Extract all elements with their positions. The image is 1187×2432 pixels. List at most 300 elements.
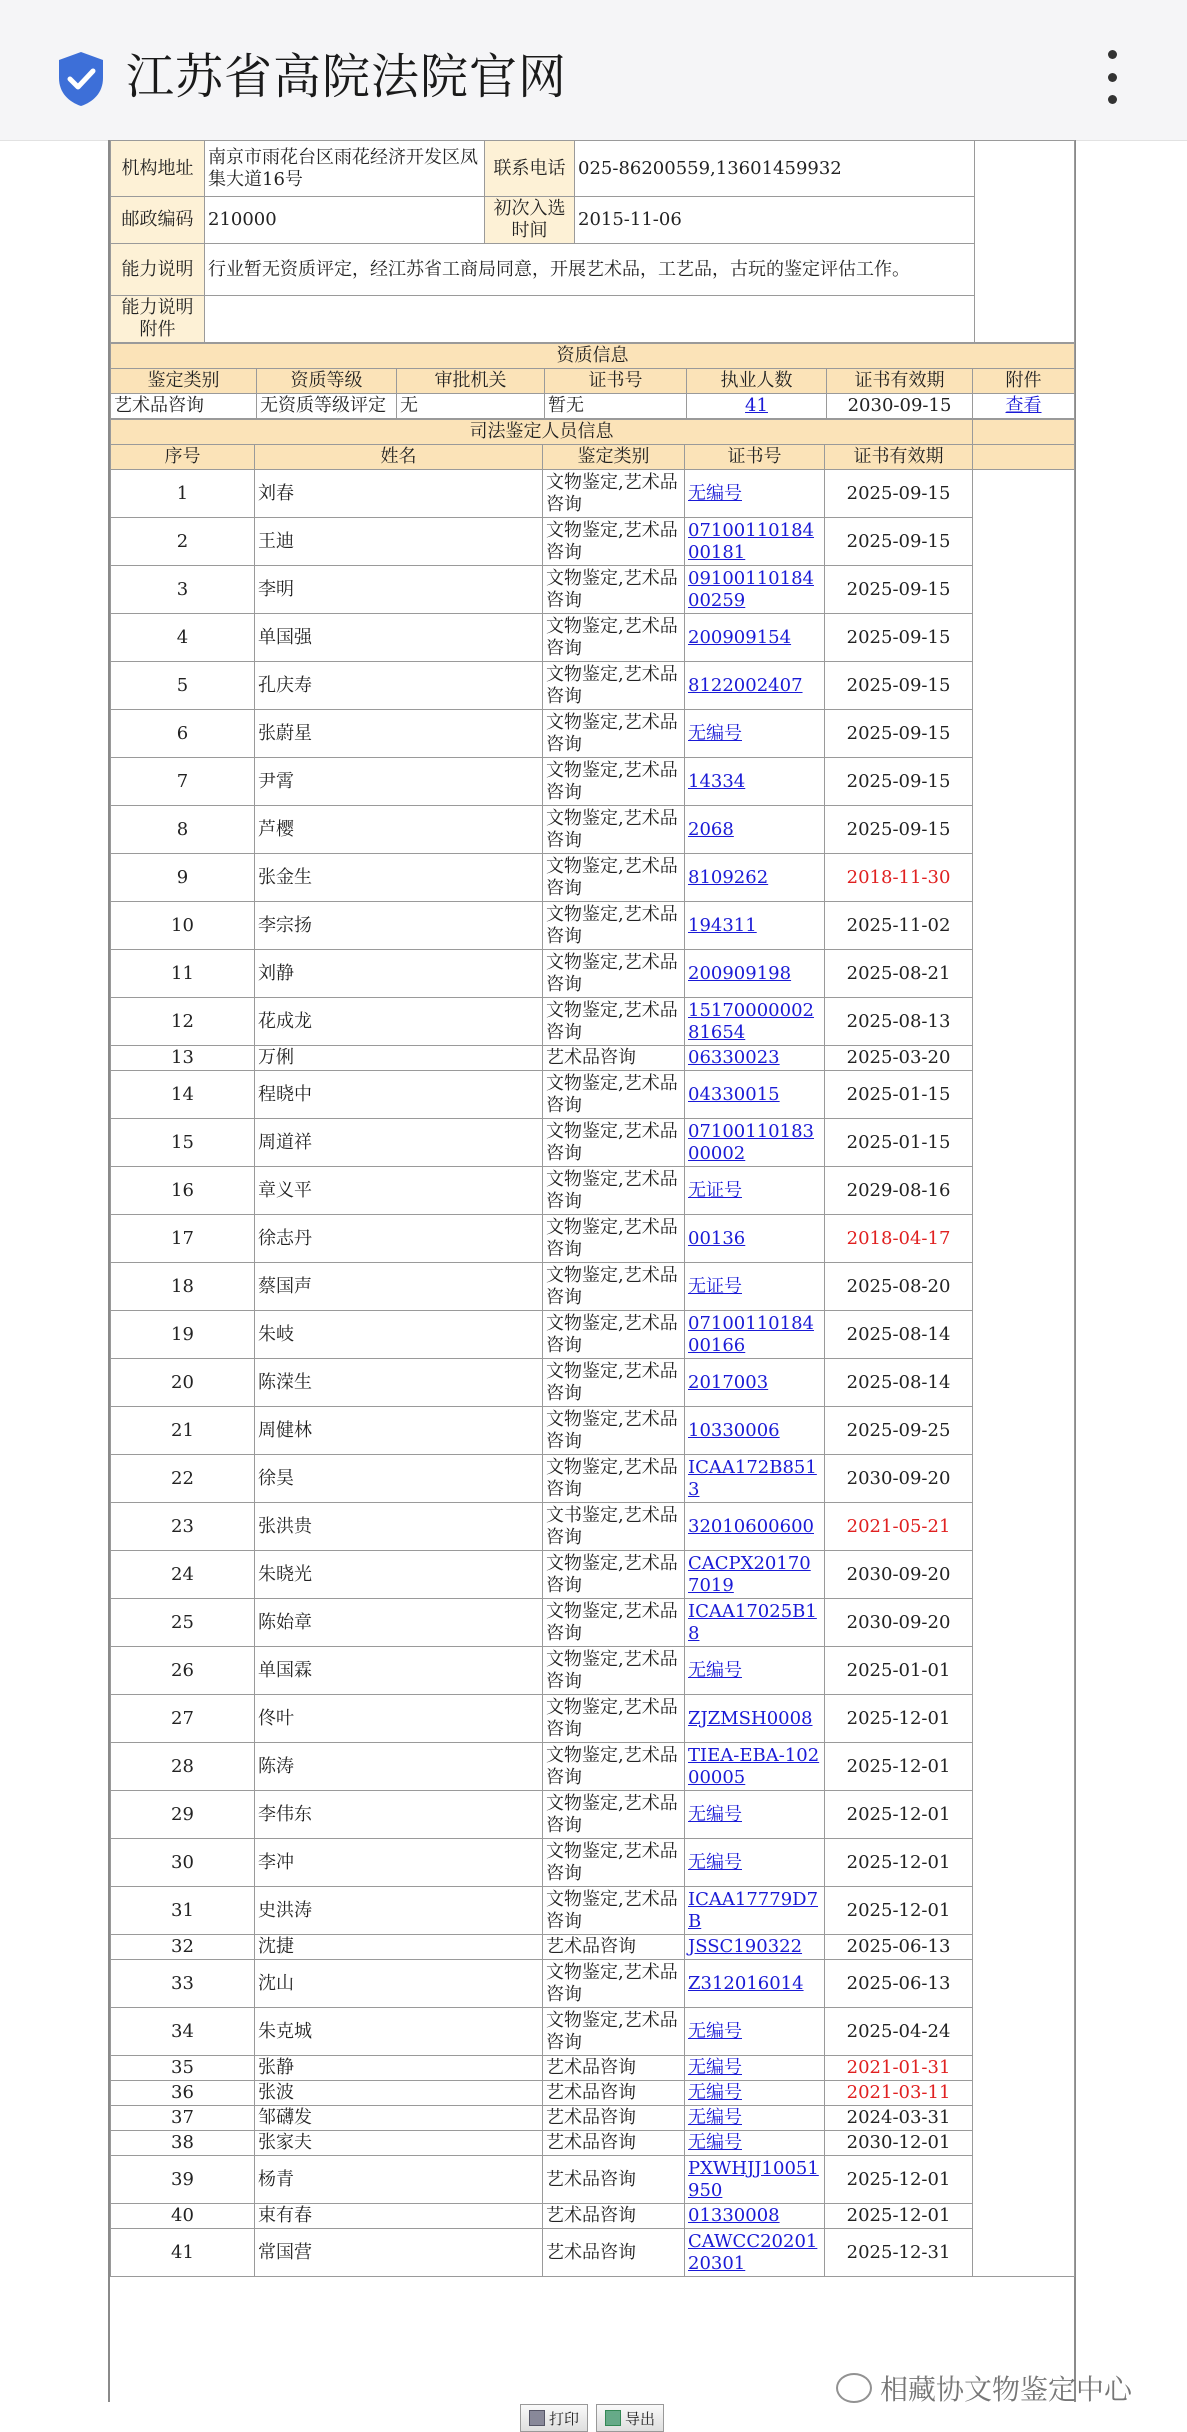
personnel-row bbox=[111, 1551, 1075, 1599]
appraisal-category: 文物鉴定,艺术品咨询 bbox=[543, 854, 685, 902]
certificate-cell[interactable] bbox=[685, 470, 825, 518]
personnel-row bbox=[111, 662, 1075, 710]
personnel-row bbox=[111, 1071, 1075, 1119]
row-number: 39 bbox=[111, 2156, 255, 2204]
person-name: 李宗扬 bbox=[255, 902, 543, 950]
certificate-expiry: 2025-12-01 bbox=[825, 1743, 973, 1791]
page-title: 江苏省高院法院官网 bbox=[126, 49, 568, 105]
appraisal-category: 艺术品咨询 bbox=[543, 2204, 685, 2229]
certificate-link[interactable]: 06330023 bbox=[688, 1047, 780, 1068]
certificate-cell[interactable] bbox=[685, 2081, 825, 2106]
certificate-cell[interactable] bbox=[685, 1695, 825, 1743]
ability-value: 行业暂无资质评定，经江苏省工商局同意，开展艺术品，工艺品，古玩的鉴定评估工作。 bbox=[205, 244, 975, 296]
person-name: 万俐 bbox=[255, 1046, 543, 1071]
certificate-expiry: 2025-01-15 bbox=[825, 1071, 973, 1119]
personnel-row bbox=[111, 950, 1075, 998]
certificate-link[interactable]: 14334 bbox=[688, 770, 746, 792]
personnel-header-cell: 序号 bbox=[111, 445, 255, 470]
certificate-expiry: 2025-03-20 bbox=[825, 1046, 973, 1071]
first-selected-value: 2015-11-06 bbox=[575, 197, 975, 244]
appraisal-category: 艺术品咨询 bbox=[543, 2056, 685, 2081]
appraisal-category: 文物鉴定,艺术品咨询 bbox=[543, 1743, 685, 1791]
appraisal-category: 文物鉴定,艺术品咨询 bbox=[543, 1311, 685, 1359]
certificate-cell[interactable] bbox=[685, 2229, 825, 2277]
person-name: 李伟东 bbox=[255, 1791, 543, 1839]
certificate-expiry: 2030-09-20 bbox=[825, 1599, 973, 1647]
appraisal-category: 文物鉴定,艺术品咨询 bbox=[543, 1407, 685, 1455]
personnel-row bbox=[111, 1695, 1075, 1743]
certificate-cell[interactable] bbox=[685, 1455, 825, 1503]
export-button[interactable] bbox=[596, 2404, 664, 2432]
certificate-expiry: 2018-11-30 bbox=[825, 854, 973, 902]
personnel-row bbox=[111, 902, 1075, 950]
qualification-header-cell: 证书有效期 bbox=[827, 369, 973, 394]
row-number: 23 bbox=[111, 1503, 255, 1551]
personnel-row bbox=[111, 2229, 1075, 2277]
row-number: 13 bbox=[111, 1046, 255, 1071]
appraisal-category: 文物鉴定,艺术品咨询 bbox=[543, 1359, 685, 1407]
certificate-link[interactable]: 无编号 bbox=[688, 2057, 742, 2078]
appraisal-category: 艺术品咨询 bbox=[543, 1046, 685, 1071]
certificate-cell[interactable] bbox=[685, 1311, 825, 1359]
personnel-row bbox=[111, 2106, 1075, 2131]
person-name: 李明 bbox=[255, 566, 543, 614]
certificate-link[interactable]: 1517000000281654 bbox=[688, 999, 814, 1043]
qualification-cell: 无资质等级评定 bbox=[257, 394, 397, 419]
qualification-header-cell: 鉴定类别 bbox=[111, 369, 257, 394]
row-number: 3 bbox=[111, 566, 255, 614]
certificate-link[interactable]: 10330006 bbox=[688, 1419, 780, 1441]
certificate-link[interactable]: 无编号 bbox=[688, 2082, 742, 2103]
certificate-cell[interactable] bbox=[685, 950, 825, 998]
certificate-expiry: 2025-12-31 bbox=[825, 2229, 973, 2277]
more-options-icon[interactable] bbox=[1092, 44, 1132, 110]
personnel-row bbox=[111, 2008, 1075, 2056]
qualification-header-cell: 执业人数 bbox=[687, 369, 827, 394]
row-number: 15 bbox=[111, 1119, 255, 1167]
action-buttons bbox=[520, 2404, 664, 2432]
person-name: 束有春 bbox=[255, 2204, 543, 2229]
certificate-cell[interactable] bbox=[685, 1647, 825, 1695]
certificate-expiry: 2025-12-01 bbox=[825, 2204, 973, 2229]
certificate-link[interactable]: 8109262 bbox=[688, 866, 769, 888]
right-spacer bbox=[975, 141, 1075, 343]
personnel-row bbox=[111, 2156, 1075, 2204]
personnel-row bbox=[111, 1503, 1075, 1551]
personnel-row bbox=[111, 1263, 1075, 1311]
certificate-expiry: 2025-01-01 bbox=[825, 1647, 973, 1695]
certificate-expiry: 2025-01-15 bbox=[825, 1119, 973, 1167]
certificate-link[interactable]: 04330015 bbox=[688, 1083, 780, 1105]
certificate-link[interactable]: 32010600600 bbox=[688, 1515, 814, 1537]
certificate-link[interactable]: ICAA17779D7B bbox=[688, 1888, 819, 1932]
person-name: 李冲 bbox=[255, 1839, 543, 1887]
certificate-expiry: 2025-08-13 bbox=[825, 998, 973, 1046]
person-name: 徐志丹 bbox=[255, 1215, 543, 1263]
certificate-cell[interactable] bbox=[685, 2056, 825, 2081]
person-name: 杨青 bbox=[255, 2156, 543, 2204]
row-number: 36 bbox=[111, 2081, 255, 2106]
certificate-link[interactable]: 无编号 bbox=[688, 2132, 742, 2153]
certificate-cell[interactable] bbox=[685, 998, 825, 1046]
certificate-link[interactable]: 8122002407 bbox=[688, 674, 803, 696]
qualification-header-cell: 附件 bbox=[973, 369, 1075, 394]
appraisal-category: 文物鉴定,艺术品咨询 bbox=[543, 1791, 685, 1839]
row-number: 20 bbox=[111, 1359, 255, 1407]
appraisal-category: 艺术品咨询 bbox=[543, 2156, 685, 2204]
qualification-cell: 暂无 bbox=[545, 394, 687, 419]
person-name: 花成龙 bbox=[255, 998, 543, 1046]
row-number: 9 bbox=[111, 854, 255, 902]
person-name: 尹霄 bbox=[255, 758, 543, 806]
certificate-link[interactable]: 无证号 bbox=[688, 1179, 742, 1201]
spacer bbox=[973, 420, 1075, 445]
personnel-row bbox=[111, 1359, 1075, 1407]
personnel-row bbox=[111, 854, 1075, 902]
personnel-row bbox=[111, 470, 1075, 518]
appraisal-category: 文物鉴定,艺术品咨询 bbox=[543, 902, 685, 950]
certificate-link[interactable]: 0710011018300002 bbox=[688, 1120, 814, 1164]
qualification-cell: 艺术品咨询 bbox=[111, 394, 257, 419]
person-name: 王迪 bbox=[255, 518, 543, 566]
personnel-table bbox=[110, 419, 1075, 2277]
personnel-row bbox=[111, 1791, 1075, 1839]
certificate-expiry: 2025-09-15 bbox=[825, 614, 973, 662]
certificate-expiry: 2025-08-14 bbox=[825, 1359, 973, 1407]
certificate-cell[interactable] bbox=[685, 1551, 825, 1599]
certificate-cell[interactable] bbox=[685, 1407, 825, 1455]
qualification-cell: 无 bbox=[397, 394, 545, 419]
personnel-row bbox=[111, 1960, 1075, 2008]
personnel-row bbox=[111, 1935, 1075, 1960]
print-label: 打印 bbox=[549, 2409, 580, 2428]
personnel-row bbox=[111, 566, 1075, 614]
personnel-row bbox=[111, 1167, 1075, 1215]
certificate-cell[interactable] bbox=[685, 518, 825, 566]
certificate-link[interactable]: 无编号 bbox=[688, 722, 742, 744]
personnel-header-cell: 证书号 bbox=[685, 445, 825, 470]
certificate-cell[interactable] bbox=[685, 2131, 825, 2156]
certificate-expiry: 2025-04-24 bbox=[825, 2008, 973, 2056]
certificate-link[interactable]: 0710011018400166 bbox=[688, 1312, 814, 1356]
personnel-row bbox=[111, 998, 1075, 1046]
address-label: 机构地址 bbox=[111, 141, 205, 197]
qualification-header-cell: 资质等级 bbox=[257, 369, 397, 394]
certificate-cell[interactable] bbox=[685, 1263, 825, 1311]
person-name: 张波 bbox=[255, 2081, 543, 2106]
row-number: 25 bbox=[111, 1599, 255, 1647]
appraisal-category: 文物鉴定,艺术品咨询 bbox=[543, 518, 685, 566]
certificate-link[interactable]: 200909154 bbox=[688, 626, 792, 648]
appraisal-category: 文物鉴定,艺术品咨询 bbox=[543, 1599, 685, 1647]
person-name: 刘静 bbox=[255, 950, 543, 998]
personnel-row bbox=[111, 1215, 1075, 1263]
qualification-header-cell: 证书号 bbox=[545, 369, 687, 394]
person-name: 章义平 bbox=[255, 1167, 543, 1215]
row-number: 8 bbox=[111, 806, 255, 854]
certificate-link[interactable]: 无编号 bbox=[688, 1851, 742, 1873]
row-number: 21 bbox=[111, 1407, 255, 1455]
certificate-expiry: 2030-09-20 bbox=[825, 1455, 973, 1503]
certificate-cell[interactable] bbox=[685, 614, 825, 662]
person-name: 周道祥 bbox=[255, 1119, 543, 1167]
personnel-row bbox=[111, 1119, 1075, 1167]
person-name: 陈涛 bbox=[255, 1743, 543, 1791]
qualification-cell[interactable] bbox=[973, 394, 1075, 419]
certificate-link[interactable]: 2068 bbox=[688, 818, 734, 840]
certificate-link[interactable]: 无证号 bbox=[688, 1275, 742, 1297]
appraisal-category: 艺术品咨询 bbox=[543, 2081, 685, 2106]
row-number: 22 bbox=[111, 1455, 255, 1503]
ability-attach-value bbox=[205, 296, 975, 343]
row-number: 10 bbox=[111, 902, 255, 950]
person-name: 芦樱 bbox=[255, 806, 543, 854]
person-name: 张家夫 bbox=[255, 2131, 543, 2156]
row-number: 28 bbox=[111, 1743, 255, 1791]
appraisal-category: 文物鉴定,艺术品咨询 bbox=[543, 470, 685, 518]
certificate-expiry: 2025-12-01 bbox=[825, 1791, 973, 1839]
person-name: 单国霖 bbox=[255, 1647, 543, 1695]
personnel-row bbox=[111, 2081, 1075, 2106]
appraisal-category: 文物鉴定,艺术品咨询 bbox=[543, 566, 685, 614]
certificate-expiry: 2025-09-15 bbox=[825, 758, 973, 806]
certificate-expiry: 2030-09-20 bbox=[825, 1551, 973, 1599]
appraisal-category: 文物鉴定,艺术品咨询 bbox=[543, 710, 685, 758]
personnel-row bbox=[111, 1311, 1075, 1359]
person-name: 陈溁生 bbox=[255, 1359, 543, 1407]
certificate-cell[interactable] bbox=[685, 2204, 825, 2229]
certificate-link[interactable]: 无编号 bbox=[688, 1659, 742, 1681]
appraisal-category: 艺术品咨询 bbox=[543, 2106, 685, 2131]
person-name: 陈始章 bbox=[255, 1599, 543, 1647]
personnel-row bbox=[111, 1887, 1075, 1935]
certificate-link[interactable]: 00136 bbox=[688, 1227, 746, 1249]
certificate-cell[interactable] bbox=[685, 1791, 825, 1839]
appraisal-category: 文物鉴定,艺术品咨询 bbox=[543, 1071, 685, 1119]
person-name: 单国强 bbox=[255, 614, 543, 662]
personnel-row bbox=[111, 1407, 1075, 1455]
personnel-row bbox=[111, 2204, 1075, 2229]
person-name: 常国营 bbox=[255, 2229, 543, 2277]
personnel-row bbox=[111, 1839, 1075, 1887]
certificate-cell[interactable] bbox=[685, 566, 825, 614]
certificate-expiry: 2024-03-31 bbox=[825, 2106, 973, 2131]
certificate-expiry: 2021-05-21 bbox=[825, 1503, 973, 1551]
certificate-cell[interactable] bbox=[685, 1935, 825, 1960]
certificate-link[interactable]: 2017003 bbox=[688, 1371, 769, 1393]
postcode-value: 210000 bbox=[205, 197, 485, 244]
personnel-row bbox=[111, 614, 1075, 662]
certificate-link[interactable]: ZJZMSH0008 bbox=[688, 1707, 813, 1729]
person-name: 蔡国声 bbox=[255, 1263, 543, 1311]
certificate-expiry: 2025-08-14 bbox=[825, 1311, 973, 1359]
qualification-row bbox=[111, 394, 1075, 419]
spacer bbox=[973, 445, 1075, 470]
certificate-cell[interactable] bbox=[685, 1887, 825, 1935]
row-number: 26 bbox=[111, 1647, 255, 1695]
row-number: 38 bbox=[111, 2131, 255, 2156]
certificate-link[interactable]: 无编号 bbox=[688, 1803, 742, 1825]
certificate-link[interactable]: 01330008 bbox=[688, 2205, 780, 2226]
appraisal-category: 文物鉴定,艺术品咨询 bbox=[543, 950, 685, 998]
person-name: 邹礴发 bbox=[255, 2106, 543, 2131]
certificate-cell[interactable] bbox=[685, 1839, 825, 1887]
certificate-cell[interactable] bbox=[685, 1359, 825, 1407]
ability-attach-label: 能力说明附件 bbox=[111, 296, 205, 343]
certificate-cell[interactable] bbox=[685, 854, 825, 902]
personnel-row bbox=[111, 758, 1075, 806]
appraisal-category: 文物鉴定,艺术品咨询 bbox=[543, 1960, 685, 2008]
phone-label: 联系电话 bbox=[485, 141, 575, 197]
person-name: 张静 bbox=[255, 2056, 543, 2081]
address-value: 南京市雨花台区雨花经济开发区凤集大道16号 bbox=[205, 141, 485, 197]
print-button[interactable] bbox=[520, 2404, 588, 2432]
certificate-cell[interactable] bbox=[685, 1046, 825, 1071]
certificate-expiry: 2025-09-25 bbox=[825, 1407, 973, 1455]
certificate-cell[interactable] bbox=[685, 2106, 825, 2131]
certificate-link[interactable]: CACPX201707019 bbox=[688, 1552, 811, 1596]
appraisal-category: 文物鉴定,艺术品咨询 bbox=[543, 806, 685, 854]
certificate-cell[interactable] bbox=[685, 1215, 825, 1263]
certificate-cell[interactable] bbox=[685, 1743, 825, 1791]
row-number: 4 bbox=[111, 614, 255, 662]
appraisal-category: 文物鉴定,艺术品咨询 bbox=[543, 1167, 685, 1215]
row-number: 19 bbox=[111, 1311, 255, 1359]
personnel-row bbox=[111, 1599, 1075, 1647]
certificate-cell[interactable] bbox=[685, 2008, 825, 2056]
watermark-text: 相藏协文物鉴定中心 bbox=[880, 2373, 1133, 2406]
personnel-row bbox=[111, 1046, 1075, 1071]
certificate-cell[interactable] bbox=[685, 1503, 825, 1551]
certificate-link[interactable]: 194311 bbox=[688, 914, 757, 936]
certificate-expiry: 2021-01-31 bbox=[825, 2056, 973, 2081]
row-number: 6 bbox=[111, 710, 255, 758]
content-frame bbox=[108, 140, 1076, 2402]
person-name: 张洪贵 bbox=[255, 1503, 543, 1551]
certificate-link[interactable]: 200909198 bbox=[688, 962, 792, 984]
certificate-cell[interactable] bbox=[685, 758, 825, 806]
person-name: 张金生 bbox=[255, 854, 543, 902]
person-name: 周健林 bbox=[255, 1407, 543, 1455]
certificate-expiry: 2025-12-01 bbox=[825, 1839, 973, 1887]
row-number: 37 bbox=[111, 2106, 255, 2131]
appraisal-category: 文物鉴定,艺术品咨询 bbox=[543, 1455, 685, 1503]
row-number: 41 bbox=[111, 2229, 255, 2277]
person-name: 张蔚星 bbox=[255, 710, 543, 758]
certificate-link[interactable]: 无编号 bbox=[688, 2107, 742, 2128]
certificate-expiry: 2025-06-13 bbox=[825, 1960, 973, 2008]
appraisal-category: 文物鉴定,艺术品咨询 bbox=[543, 1551, 685, 1599]
certificate-cell[interactable] bbox=[685, 710, 825, 758]
appraisal-category: 文物鉴定,艺术品咨询 bbox=[543, 614, 685, 662]
certificate-cell[interactable] bbox=[685, 806, 825, 854]
certificate-cell[interactable] bbox=[685, 902, 825, 950]
appraisal-category: 文物鉴定,艺术品咨询 bbox=[543, 1215, 685, 1263]
certificate-expiry: 2018-04-17 bbox=[825, 1215, 973, 1263]
personnel-header-cell: 证书有效期 bbox=[825, 445, 973, 470]
row-number: 2 bbox=[111, 518, 255, 566]
row-number: 29 bbox=[111, 1791, 255, 1839]
certificate-link[interactable]: Z312016014 bbox=[688, 1972, 804, 1994]
personnel-row bbox=[111, 1743, 1075, 1791]
certificate-expiry: 2025-06-13 bbox=[825, 1935, 973, 1960]
watermark bbox=[836, 2368, 1132, 2408]
shield-check-icon bbox=[56, 50, 106, 108]
person-name: 史洪涛 bbox=[255, 1887, 543, 1935]
appraisal-category: 文书鉴定,艺术品咨询 bbox=[543, 1503, 685, 1551]
certificate-expiry: 2025-09-15 bbox=[825, 470, 973, 518]
export-label: 导出 bbox=[625, 2409, 656, 2428]
qualification-cell[interactable] bbox=[687, 394, 827, 419]
certificate-link[interactable]: PXWHJJ10051950 bbox=[688, 2157, 819, 2201]
view-attachment-link[interactable]: 查看 bbox=[1005, 395, 1042, 416]
appraisal-category: 艺术品咨询 bbox=[543, 2131, 685, 2156]
certificate-cell[interactable] bbox=[685, 2156, 825, 2204]
certificate-cell[interactable] bbox=[685, 1071, 825, 1119]
row-number: 1 bbox=[111, 470, 255, 518]
person-name: 刘春 bbox=[255, 470, 543, 518]
certificate-expiry: 2025-09-15 bbox=[825, 710, 973, 758]
appraisal-category: 文物鉴定,艺术品咨询 bbox=[543, 1887, 685, 1935]
row-number: 35 bbox=[111, 2056, 255, 2081]
ability-label: 能力说明 bbox=[111, 244, 205, 296]
personnel-row bbox=[111, 2056, 1075, 2081]
certificate-cell[interactable] bbox=[685, 1119, 825, 1167]
certificate-link[interactable]: ICAA17025B18 bbox=[688, 1600, 817, 1644]
appraisal-category: 文物鉴定,艺术品咨询 bbox=[543, 1647, 685, 1695]
personnel-section-title: 司法鉴定人员信息 bbox=[111, 420, 973, 445]
qualification-table bbox=[110, 343, 1075, 419]
row-number: 30 bbox=[111, 1839, 255, 1887]
practitioner-count-link[interactable]: 41 bbox=[745, 395, 768, 416]
personnel-row bbox=[111, 710, 1075, 758]
person-name: 佟叶 bbox=[255, 1695, 543, 1743]
appraisal-category: 文物鉴定,艺术品咨询 bbox=[543, 662, 685, 710]
certificate-expiry: 2025-09-15 bbox=[825, 566, 973, 614]
row-number: 24 bbox=[111, 1551, 255, 1599]
appraisal-category: 艺术品咨询 bbox=[543, 1935, 685, 1960]
browser-header-bar bbox=[0, 0, 1187, 141]
person-name: 沈山 bbox=[255, 1960, 543, 2008]
row-number: 12 bbox=[111, 998, 255, 1046]
personnel-row bbox=[111, 2131, 1075, 2156]
certificate-cell[interactable] bbox=[685, 662, 825, 710]
appraisal-category: 文物鉴定,艺术品咨询 bbox=[543, 2008, 685, 2056]
certificate-expiry: 2021-03-11 bbox=[825, 2081, 973, 2106]
certificate-cell[interactable] bbox=[685, 1960, 825, 2008]
qualification-header-row bbox=[111, 369, 1075, 394]
row-number: 32 bbox=[111, 1935, 255, 1960]
person-name: 沈捷 bbox=[255, 1935, 543, 1960]
row-number: 31 bbox=[111, 1887, 255, 1935]
certificate-link[interactable]: 0710011018400181 bbox=[688, 519, 814, 563]
certificate-expiry: 2025-08-20 bbox=[825, 1263, 973, 1311]
certificate-cell[interactable] bbox=[685, 1599, 825, 1647]
certificate-expiry: 2030-12-01 bbox=[825, 2131, 973, 2156]
certificate-expiry: 2025-11-02 bbox=[825, 902, 973, 950]
certificate-link[interactable]: 无编号 bbox=[688, 482, 742, 504]
certificate-link[interactable]: 0910011018400259 bbox=[688, 567, 814, 611]
certificate-expiry: 2025-12-01 bbox=[825, 1695, 973, 1743]
certificate-cell[interactable] bbox=[685, 1167, 825, 1215]
certificate-link[interactable]: ICAA172B8513 bbox=[688, 1456, 817, 1500]
appraisal-category: 艺术品咨询 bbox=[543, 2229, 685, 2277]
certificate-link[interactable]: JSSC190322 bbox=[688, 1936, 803, 1957]
certificate-link[interactable]: CAWCC2020120301 bbox=[688, 2230, 818, 2274]
appraisal-category: 文物鉴定,艺术品咨询 bbox=[543, 998, 685, 1046]
certificate-link[interactable]: TIEA-EBA-10200005 bbox=[688, 1744, 820, 1788]
certificate-link[interactable]: 无编号 bbox=[688, 2020, 742, 2042]
